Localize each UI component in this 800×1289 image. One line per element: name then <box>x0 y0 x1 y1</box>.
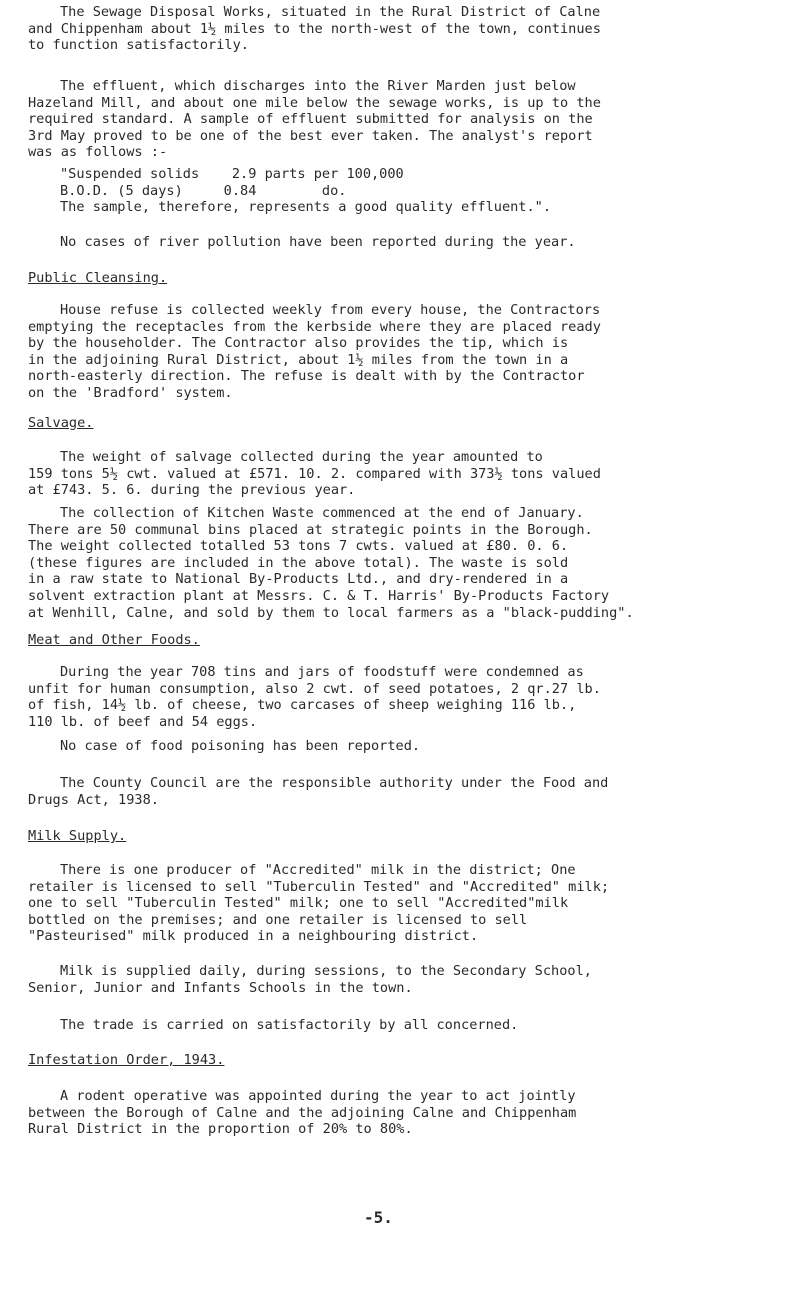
infestation-order-heading: Infestation Order, 1943. <box>28 1052 225 1068</box>
page-number: -5. <box>364 1208 393 1227</box>
condemned-food-paragraph: During the year 708 tins and jars of foodstuff were condemned as unfit for human consumption, also 2 cwt. of seed potatoes, 2 qr.27 lb. of fish, 14½ lb. of cheese, two carcases of sheep weighing 116 lb., 110 lb. of beef and 54 eggs. <box>28 664 601 730</box>
milk-trade-paragraph: The trade is carried on satisfactorily by all concerned. <box>60 1017 519 1033</box>
meat-heading: Meat and Other Foods. <box>28 632 200 648</box>
kitchen-waste-paragraph: The collection of Kitchen Waste commenced at the end of January. There are 50 communal bins placed at strategic points in the Borough. The weight collected totalled 53 tons 7 cwts. valued at £80. 0. 6. (these figures are included in the above total). The waste is sold in a raw state to National By-Products Ltd., and dry-rendered in a solvent extraction plant at Messrs. C. & T. Harris' By-Products Factory at Wenhill, Calne, and sold by them to local farmers as a "black-pudding". <box>28 505 634 621</box>
salvage-weight-paragraph: The weight of salvage collected during the year amounted to 159 tons 5½ cwt. valued at £571. 10. 2. compared with 373½ tons valued at £743. 5. 6. during the previous year. <box>28 449 601 499</box>
river-pollution-paragraph: No cases of river pollution have been reported during the year. <box>60 234 576 250</box>
food-drugs-act-paragraph: The County Council are the responsible authority under the Food and Drugs Act, 1938. <box>28 775 609 808</box>
rodent-operative-paragraph: A rodent operative was appointed during the year to act jointly between the Borough of Calne and the adjoining Calne and Chippenham Rural District in the proportion of 20% to 80%. <box>28 1088 577 1138</box>
effluent-paragraph: The effluent, which discharges into the River Marden just below Hazeland Mill, and about one mile below the sewage works, is up to the required standard. A sample of effluent submitted for analysis on the 3rd May proved to be one of the best ever taken. The analyst's report was as follows :- <box>28 78 601 161</box>
public-cleansing-paragraph: House refuse is collected weekly from every house, the Contractors emptying the receptacles from the kerbside where they are placed ready by the householder. The Contractor also provides the tip, which is in the adjoining Rural District, about 1½ miles from the town in a north-easterly direction. The refuse is dealt with by the Contractor on the 'Bradford' system. <box>28 302 601 401</box>
analyst-report-quote: "Suspended solids 2.9 parts per 100,000 B.O.D. (5 days) 0.84 do. The sample, therefore, represents a good quality effluent.". <box>60 166 552 216</box>
food-poisoning-paragraph: No case of food poisoning has been reported. <box>60 738 421 754</box>
milk-schools-paragraph: Milk is supplied daily, during sessions, to the Secondary School, Senior, Junior and Infants Schools in the town. <box>28 963 592 996</box>
sewage-works-paragraph: The Sewage Disposal Works, situated in the Rural District of Calne and Chippenham about 1½ miles to the north-west of the town, continues to function satisfactorily. <box>28 4 601 54</box>
milk-supply-heading: Milk Supply. <box>28 828 127 844</box>
salvage-heading: Salvage. <box>28 415 94 431</box>
public-cleansing-heading: Public Cleansing. <box>28 270 168 286</box>
milk-producers-paragraph: There is one producer of "Accredited" milk in the district; One retailer is licensed to sell "Tuberculin Tested" and "Accredited" milk; one to sell "Tuberculin Tested" milk; one to sell "Accredited"milk bottled on the premises; and one retailer is licensed to sell "Pasteurised" milk produced in a neighbouring district. <box>28 862 610 945</box>
